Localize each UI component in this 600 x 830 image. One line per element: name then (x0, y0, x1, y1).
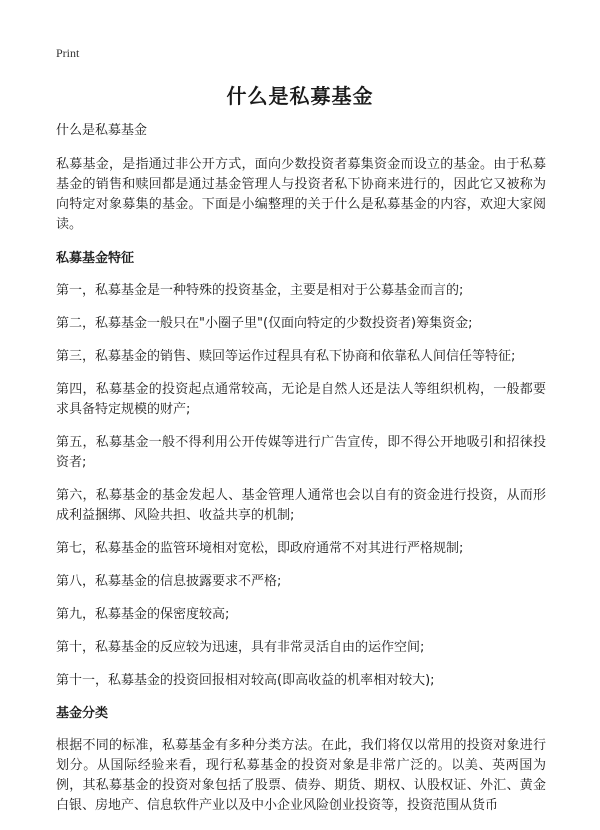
print-link[interactable]: Print (56, 46, 80, 60)
feature-item: 第二，私募基金一般只在"小圈子里"(仅面向特定的少数投资者)筹集资金; (56, 316, 473, 331)
classification-paragraph: 根据不同的标准，私募基金有多种分类方法。在此，我们将仅以常用的投资对象进行划分。从国际经验来看，现行私募基金的投资对象是非常广泛的。以美、英两国为例，其私募基金的投资对象包括了股票、债券、期货、期权、认股权证、外汇、黄金白银、房地产、信息软件产业以及中小企业风险创业投资等，投资范围从货币 (56, 738, 546, 813)
feature-item: 第四，私募基金的投资起点通常较高，无论是自然人还是法人等组织机构，一般都要求具备特定规模的财产; (56, 382, 546, 417)
lead-text: 什么是私募基金 (56, 123, 148, 138)
section-heading-features: 私募基金特征 (56, 251, 135, 266)
feature-item: 第三，私募基金的销售、赎回等运作过程具有私下协商和依靠私人间信任等特征; (56, 349, 516, 364)
feature-item: 第十，私募基金的反应较为迅速，具有非常灵活自由的运作空间; (56, 640, 425, 655)
feature-item: 第十一，私募基金的投资回报相对较高(即高收益的机率相对较大); (56, 673, 435, 688)
page-title: 什么是私募基金 (226, 84, 374, 108)
feature-item: 第一，私募基金是一种特殊的投资基金，主要是相对于公募基金而言的; (56, 283, 464, 298)
article-body (56, 121, 546, 830)
feature-item: 第八，私募基金的信息披露要求不严格; (56, 574, 282, 589)
section-heading-classification: 基金分类 (56, 706, 109, 721)
feature-item: 第九，私募基金的保密度较高; (56, 607, 230, 622)
feature-item: 第六，私募基金的基金发起人、基金管理人通常也会以自有的资金进行投资，从而形成利益捆绑、风险共担、收益共享的机制; (56, 488, 546, 523)
feature-list (56, 281, 546, 691)
feature-item: 第七，私募基金的监管环境相对宽松，即政府通常不对其进行严格规制; (56, 541, 464, 556)
feature-item: 第五，私募基金一般不得利用公开传媒等进行广告宣传，即不得公开地吸引和招徕投资者; (56, 435, 546, 470)
intro-paragraph: 私募基金，是指通过非公开方式，面向少数投资者募集资金而设立的基金。由于私募基金的销售和赎回都是通过基金管理人与投资者私下协商来进行的，因此它又被称为向特定对象募集的基金。下面是小编整理的关于什么是私募基金的内容，欢迎大家阅读。 (56, 157, 546, 232)
